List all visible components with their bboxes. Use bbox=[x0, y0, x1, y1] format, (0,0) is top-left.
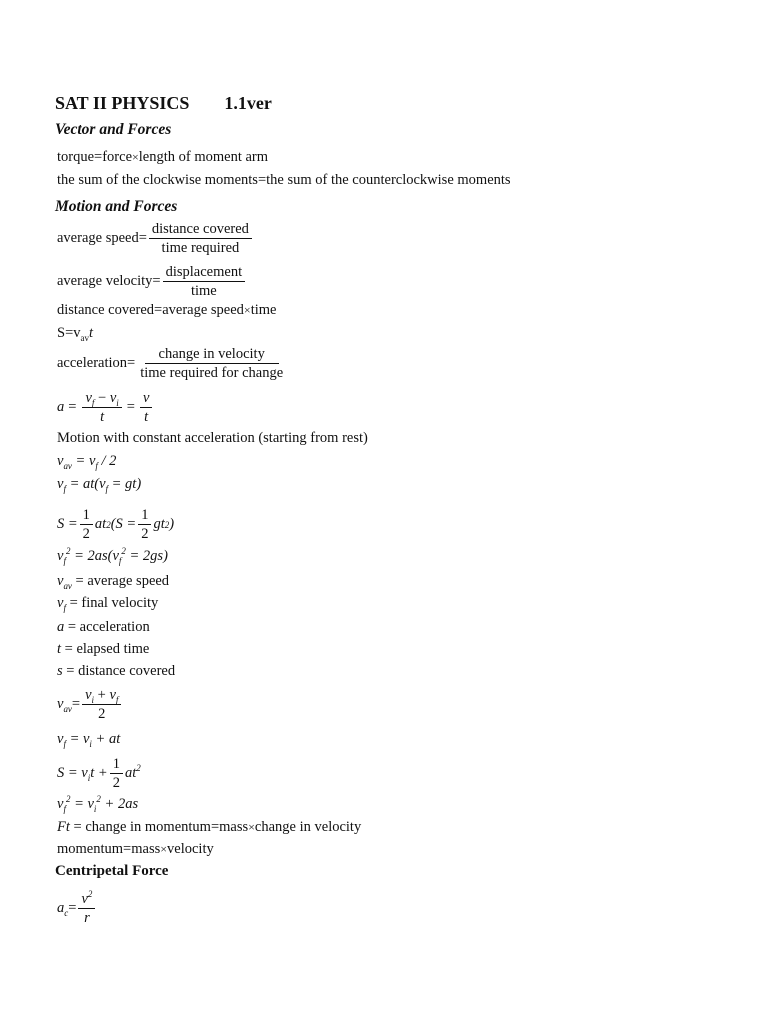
s-lhs: S = v bbox=[57, 765, 88, 782]
section-heading-motion: Motion and Forces bbox=[55, 198, 178, 215]
centripetal-formula bbox=[57, 890, 97, 927]
vav-average-formula bbox=[57, 686, 123, 723]
fraction-denominator: 2 bbox=[141, 526, 149, 543]
times-sign: × bbox=[248, 820, 255, 834]
avg-velocity-formula bbox=[57, 263, 247, 300]
def-text: = average speed bbox=[71, 573, 170, 589]
momentum-formula bbox=[57, 842, 214, 857]
sub-f: f bbox=[95, 460, 98, 471]
times-sign: × bbox=[132, 150, 139, 164]
sub-i: i bbox=[116, 397, 119, 408]
distance-lhs: distance covered=average speed bbox=[57, 302, 244, 318]
eq-mid: = v bbox=[65, 731, 90, 747]
a-symbol: a bbox=[57, 900, 65, 917]
fraction-numerator bbox=[78, 890, 95, 909]
eq-rest: = v bbox=[71, 453, 96, 469]
fraction-denominator: t bbox=[144, 409, 149, 426]
acceleration-fraction bbox=[137, 345, 286, 382]
impulse-text: = change in momentum=mass bbox=[69, 819, 249, 835]
a-symbol: a bbox=[57, 399, 65, 416]
s-lhs: S=v bbox=[57, 325, 81, 341]
eq-tail: = gt) bbox=[108, 476, 142, 492]
sub-f: f bbox=[63, 738, 66, 749]
torque-lhs: torque=force bbox=[57, 149, 132, 165]
def-symbol: v bbox=[57, 573, 64, 589]
definition-row bbox=[57, 664, 175, 679]
fraction-numerator: change in velocity bbox=[145, 345, 279, 364]
sub-f: f bbox=[91, 397, 95, 408]
eq-tail: + at bbox=[91, 731, 121, 747]
centripetal-fraction bbox=[78, 890, 95, 927]
equals-sign: = bbox=[71, 696, 81, 713]
vav-fraction bbox=[82, 686, 121, 723]
fraction-numerator: 1 bbox=[138, 506, 151, 525]
definition-row bbox=[57, 596, 158, 611]
section-heading-vector: Vector and Forces bbox=[55, 121, 172, 138]
half-fraction bbox=[138, 506, 151, 543]
eq-tail: = 2gs) bbox=[125, 548, 168, 564]
v-symbol: v bbox=[57, 476, 64, 492]
sub-f: f bbox=[63, 483, 66, 494]
def-sub: f bbox=[63, 602, 66, 613]
sub-f: f bbox=[63, 803, 66, 814]
equals-sign: = bbox=[68, 399, 77, 416]
eq-mid: = 2as(v bbox=[70, 548, 119, 564]
times-sign: × bbox=[243, 303, 251, 317]
half-fraction bbox=[80, 506, 93, 543]
gt-term: gt bbox=[153, 516, 165, 533]
avg-speed-lhs: average speed= bbox=[57, 230, 147, 247]
v-symbol: v bbox=[57, 796, 64, 812]
fraction-numerator: distance covered bbox=[149, 220, 252, 239]
fraction-denominator: 2 bbox=[98, 706, 106, 723]
sub-av: av bbox=[63, 460, 72, 471]
def-text: = final velocity bbox=[65, 595, 159, 611]
sup-2: 2 bbox=[65, 794, 71, 805]
avg-velocity-lhs: average velocity= bbox=[57, 273, 161, 290]
vav-half-vf bbox=[57, 454, 116, 469]
definition-row bbox=[57, 574, 169, 589]
v-symbol: v bbox=[81, 891, 88, 907]
v-symbol: v bbox=[57, 696, 64, 713]
fraction-denominator: time required for change bbox=[140, 365, 284, 382]
sub-c: c bbox=[64, 908, 69, 919]
sup-2: 2 bbox=[65, 546, 71, 557]
sub-f: f bbox=[63, 555, 66, 566]
vi-symbol: v bbox=[109, 390, 117, 406]
def-symbol: v bbox=[57, 595, 64, 611]
equals-sign: = bbox=[68, 900, 77, 917]
sub-i: i bbox=[87, 773, 91, 784]
momentum-lhs: momentum=mass bbox=[57, 841, 161, 857]
sub-i: i bbox=[93, 803, 97, 814]
sup-2: 2 bbox=[136, 763, 141, 774]
sub-av: av bbox=[80, 332, 89, 343]
a-fraction-1 bbox=[82, 389, 121, 426]
distance-rhs: time bbox=[250, 302, 277, 318]
vi-symbol: v bbox=[85, 687, 92, 703]
vf-symbol: v bbox=[85, 390, 92, 406]
definition-row bbox=[57, 642, 149, 657]
vf-symbol: v bbox=[109, 687, 116, 703]
fraction-denominator: 2 bbox=[112, 775, 120, 792]
avg-velocity-fraction bbox=[163, 263, 246, 300]
impulse-tail: change in velocity bbox=[254, 819, 362, 835]
s-vit-formula bbox=[57, 755, 141, 792]
distance-formula bbox=[57, 303, 276, 318]
acceleration-lhs: acceleration= bbox=[57, 355, 136, 372]
fraction-numerator: displacement bbox=[163, 263, 246, 282]
fraction-numerator bbox=[82, 686, 121, 705]
fraction-numerator bbox=[82, 389, 121, 408]
v-symbol: v bbox=[57, 453, 64, 469]
ft-symbol: Ft bbox=[57, 819, 70, 835]
eq-mid: t + bbox=[90, 765, 108, 782]
fraction-denominator: r bbox=[84, 910, 90, 927]
def-text: = distance covered bbox=[62, 663, 176, 679]
sub-i: i bbox=[89, 738, 92, 749]
v-symbol: v bbox=[57, 548, 64, 564]
eq-tail: / 2 bbox=[97, 453, 117, 469]
times-sign: × bbox=[160, 842, 168, 856]
fraction-denominator: time required bbox=[161, 240, 240, 257]
a-equals-formula bbox=[57, 389, 154, 426]
def-text: = elapsed time bbox=[61, 641, 150, 657]
s-half-at2-formula: S = $\frac{1}{2}$ at 2 (S = $\frac{1}{2}$ gt 2 ) bbox=[57, 507, 175, 543]
paren-close: ) bbox=[169, 516, 175, 533]
torque-formula bbox=[57, 150, 268, 165]
acceleration-formula bbox=[57, 345, 288, 382]
def-symbol: s bbox=[57, 663, 63, 679]
fraction-numerator: 1 bbox=[110, 755, 123, 774]
momentum-rhs: velocity bbox=[167, 841, 214, 857]
fraction-denominator: time bbox=[190, 283, 217, 300]
at-term: at bbox=[124, 765, 137, 782]
half-fraction bbox=[110, 755, 123, 792]
s-lhs: S = bbox=[57, 516, 78, 533]
page-title bbox=[55, 93, 272, 114]
minus-sign: − bbox=[94, 390, 110, 406]
sub-f: f bbox=[115, 694, 119, 705]
a-fraction-2 bbox=[140, 389, 152, 426]
eq-rest: = at(v bbox=[65, 476, 106, 492]
torque-rhs: length of moment arm bbox=[138, 149, 269, 165]
avg-speed-formula bbox=[57, 220, 254, 257]
v-symbol: v bbox=[57, 731, 64, 747]
fraction-denominator: t bbox=[100, 409, 105, 426]
definition-row bbox=[57, 620, 150, 635]
avg-speed-fraction bbox=[149, 220, 252, 257]
version-text: 1.1ver bbox=[224, 93, 272, 113]
eq-tail: + 2as bbox=[100, 796, 139, 812]
sub-av: av bbox=[63, 704, 72, 715]
def-sub: av bbox=[63, 580, 72, 591]
fraction-numerator: v bbox=[140, 389, 152, 408]
vf-at-formula bbox=[57, 477, 141, 492]
const-accel-heading: Motion with constant acceleration (starting from rest) bbox=[57, 430, 368, 446]
impulse-formula bbox=[57, 820, 361, 835]
s-equals-vt bbox=[57, 326, 93, 341]
def-symbol: a bbox=[57, 619, 65, 635]
sup-2: 2 bbox=[121, 546, 126, 557]
sub-f: f bbox=[105, 483, 109, 494]
at-term: at bbox=[94, 516, 107, 533]
def-text: = acceleration bbox=[64, 619, 150, 635]
t-symbol: t bbox=[88, 325, 94, 341]
sup-2: 2 bbox=[96, 794, 101, 805]
sub-i: i bbox=[91, 694, 95, 705]
equals-sign: = bbox=[126, 399, 135, 416]
vf2-2as-formula bbox=[57, 546, 168, 566]
vf-vi-at-formula bbox=[57, 732, 120, 747]
def-symbol: t bbox=[57, 641, 62, 657]
section-heading-centripetal: Centripetal Force bbox=[55, 863, 169, 879]
fraction-denominator: 2 bbox=[82, 526, 90, 543]
sub-f: f bbox=[118, 555, 122, 566]
vf2-vi2-formula bbox=[57, 794, 139, 814]
fraction-numerator: 1 bbox=[80, 506, 93, 525]
paren-open: (S = bbox=[110, 516, 137, 533]
sup-2: 2 bbox=[87, 889, 93, 900]
moments-statement: the sum of the clockwise moments=the sum of the counterclockwise moments bbox=[57, 172, 511, 188]
title-text: SAT II PHYSICS bbox=[55, 93, 190, 113]
eq-mid: = v bbox=[70, 796, 94, 812]
plus-sign: + bbox=[94, 687, 110, 703]
